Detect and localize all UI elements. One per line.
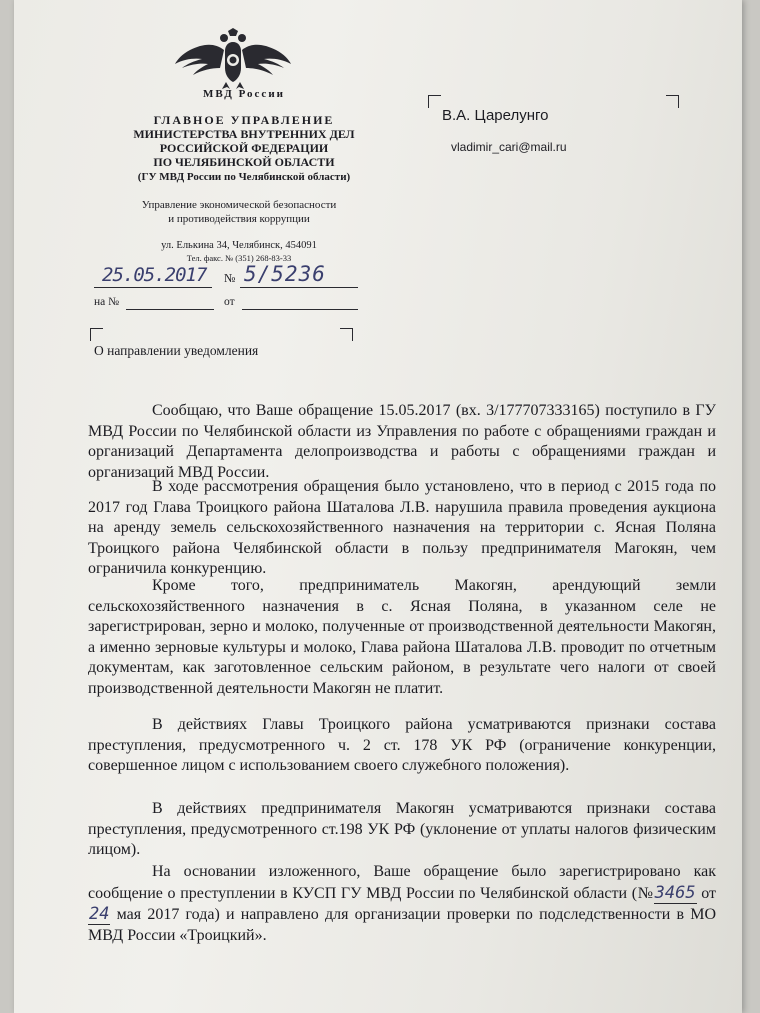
org-line-1: ГЛАВНОЕ УПРАВЛЕНИЕ [153, 113, 335, 127]
addressee-corner-right [666, 95, 679, 108]
body-paragraph-6 [88, 862, 716, 946]
outgoing-number: 5/5236 [244, 262, 326, 286]
date-underline [94, 287, 212, 288]
kusp-number-sign: № [637, 884, 654, 902]
body-paragraph-5 [88, 799, 716, 861]
department-line-2: и противодействия коррупции [168, 213, 310, 225]
body-paragraph-4 [88, 715, 716, 777]
body-paragraph-6-text-a: На основании изложенного, Ваше обращение было зарегистрировано как сообщение о преступлении в КУСП ГУ МВД России по Челябинской области ( [88, 863, 716, 902]
letter-subject: О направлении уведомления [94, 343, 259, 358]
ref-label: на № [94, 296, 120, 308]
subject-corner-right [340, 328, 353, 341]
body-paragraph-3 [88, 576, 716, 699]
kusp-number-handwritten: 3465 [654, 882, 696, 903]
org-address: ул. Елькина 34, Челябинск, 454091 [161, 240, 317, 251]
body-paragraph-4-text: В действиях Главы Троицкого района усматриваются признаки состава преступления, предусмотренного ч. 2 ст. 178 УК РФ (ограничение конкуренции, совершенное лицом с использованием своего служебного положения). [88, 716, 716, 774]
kusp-from-label: от [696, 884, 717, 902]
number-underline [240, 287, 358, 288]
double-headed-eagle-emblem [174, 28, 292, 90]
addressee-corner-left [428, 95, 441, 108]
kusp-day-handwritten: 24 [89, 904, 110, 924]
body-paragraph-5-text: В действиях предпринимателя Макогян усматриваются признаки состава преступления, предусмотренного ст.198 УК РФ (уклонение от уплаты налогов физическим лицом). [88, 800, 716, 858]
ref-underline [126, 309, 214, 310]
body-paragraph-2 [88, 477, 716, 580]
emblem-caption: МВД России [202, 88, 285, 100]
org-line-2: МИНИСТЕРСТВА ВНУТРЕННИХ ДЕЛ [133, 127, 355, 141]
outgoing-date: 25.05.2017 [102, 264, 207, 286]
org-line-5: (ГУ МВД России по Челябинской области) [137, 171, 351, 183]
org-line-3: РОССИЙСКОЙ ФЕДЕРАЦИИ [159, 141, 329, 155]
body-paragraph-3-text: Кроме того, предприниматель Макогян, арендующий земли сельскохозяйственного назначения в с. Ясная Поляна, в указанном селе не зарегистрирован, зерно и молоко, полученные от производственной деятельности Макогян, а именно зерновые культуры и молоко, Глава района Шаталова Л.В. проводит по отчетным документам, как заготовленное сельским районом, в результате чего налоги от своей производственной деятельности Макогян не платит. [88, 577, 716, 697]
body-paragraph-1-text: Сообщаю, что Ваше обращение 15.05.2017 (вх. 3/177707333165) поступило в ГУ МВД России по Челябинской области из Управления по работе с обращениями граждан и организаций Департамента делопроизводства и работы с обращениями граждан и организаций МВД России. [88, 402, 716, 481]
org-phone: Тел. факс. № (351) 268-83-33 [186, 253, 292, 263]
body-paragraph-1 [88, 401, 716, 483]
org-line-4: ПО ЧЕЛЯБИНСКОЙ ОБЛАСТИ [153, 155, 335, 169]
ref-from-underline [242, 309, 358, 310]
subject-corner-left [90, 328, 103, 341]
outgoing-number-sign: № [224, 271, 236, 285]
body-paragraph-2-text: В ходе рассмотрения обращения было установлено, что в период с 2015 года по 2017 год Глава Троицкого района Шаталова Л.В. нарушила правила проведения аукциона на аренду земель сельскохозяйственного назначения на территории с. Ясная Поляна Троицкого района Челябинской области в пользу предпринимателя Магокян, чем ограничила конкуренцию. [88, 478, 716, 577]
department-line-1: Управление экономической безопасности [141, 199, 337, 211]
addressee-email: vladimir_cari@mail.ru [451, 140, 567, 154]
ref-from-label: от [224, 296, 235, 308]
addressee-name: В.А. Царелунго [442, 107, 549, 124]
body-paragraph-6-text-b: мая 2017 года) и направлено для организации проверки по подследственности в МО МВД России «Троицкий». [88, 906, 716, 944]
letter-sheet [14, 0, 742, 1013]
